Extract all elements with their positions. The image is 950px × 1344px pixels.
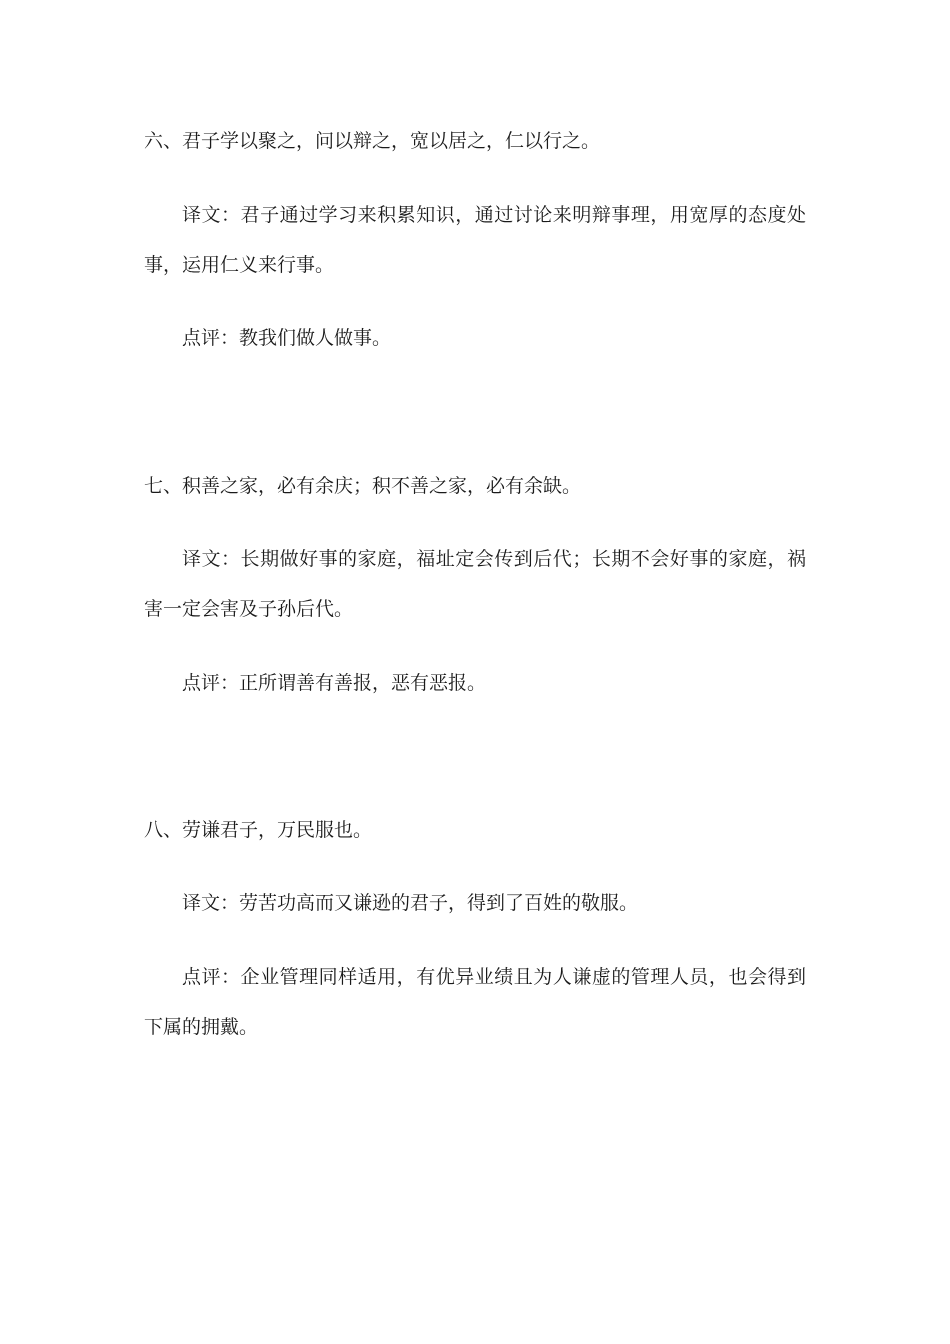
translation-line: 事，运用仁义来行事。 <box>144 254 335 276</box>
comment-line: 点评：正所谓善有善报，恶有恶报。 <box>182 672 487 694</box>
section-heading: 七、积善之家，必有余庆；积不善之家，必有余缺。 <box>144 475 582 497</box>
translation-line: 译文：君子通过学习来积累知识，通过讨论来明辩事理，用宽厚的态度处 <box>182 204 806 226</box>
comment-line: 点评：教我们做人做事。 <box>182 327 392 349</box>
section-heading: 八、劳谦君子，万民服也。 <box>144 819 373 841</box>
translation-line: 译文：长期做好事的家庭，福址定会传到后代；长期不会好事的家庭，祸 <box>182 548 806 570</box>
section-heading: 六、君子学以聚之，问以辩之，宽以居之，仁以行之。 <box>144 130 601 152</box>
comment-line: 下属的拥戴。 <box>144 1016 259 1038</box>
translation-line: 害一定会害及子孙后代。 <box>144 598 354 620</box>
translation-line: 译文：劳苦功高而又谦逊的君子，得到了百姓的敬服。 <box>182 892 639 914</box>
comment-line: 点评：企业管理同样适用，有优异业绩且为人谦虚的管理人员，也会得到 <box>182 966 806 988</box>
